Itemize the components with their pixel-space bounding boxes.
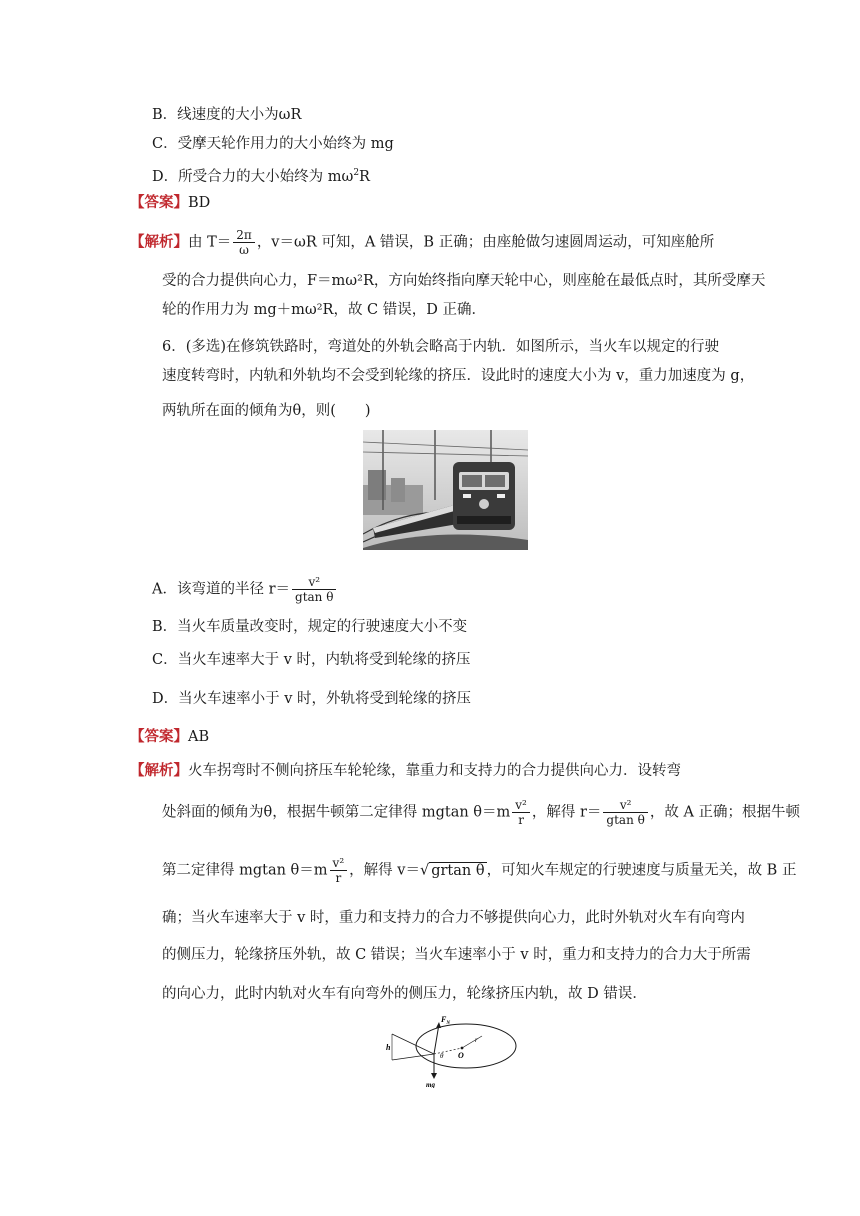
label-r: r xyxy=(475,1036,478,1044)
option-b-q5: B．线速度的大小为ωR xyxy=(152,107,302,123)
analysis-text: ，解得 r＝ xyxy=(531,804,602,821)
analysis-q6-line3: 第二定律得 mgtan θ＝m $\frac{\text{v²}}{r}$ ，解得 v＝√ grtan θ ，可知火车规定的行驶速度与质量无关，故 B 正 xyxy=(162,856,797,885)
gravity-arrowhead xyxy=(431,1073,437,1079)
option-d-q5-text: D．所受合力的大小始终为 mω xyxy=(152,168,354,185)
incline-line xyxy=(392,1034,434,1054)
train-photo xyxy=(363,430,528,550)
answer-q6 xyxy=(130,727,209,747)
option-d-q6: D．当火车速率小于 v 时，外轨将受到轮缘的挤压 xyxy=(152,691,472,707)
center-point xyxy=(461,1047,464,1050)
analysis-q5-line2: 受的合力提供向心力，F＝mω²R，方向始终指向摩天轮中心，则座舱在最低点时，其所受摩天 xyxy=(162,273,766,289)
analysis-text: 第二定律得 mgtan θ＝m xyxy=(162,862,328,879)
analysis-text: ，可知火车规定的行驶速度与质量无关，故 B 正 xyxy=(486,862,797,879)
fraction-numerator: v² xyxy=(330,856,348,871)
analysis-tag: 【解析】 xyxy=(130,233,188,251)
analysis-text: ，解得 v＝ xyxy=(349,862,420,879)
analysis-text: ，故 A 正确；根据牛顿 xyxy=(649,804,801,821)
option-b-q6: B．当火车质量改变时，规定的行驶速度大小不变 xyxy=(152,619,468,635)
analysis-q6-line1 xyxy=(130,761,681,781)
option-c-q6: C．当火车速率大于 v 时，内轨将受到轮缘的挤压 xyxy=(152,652,471,668)
label-fn: $F_N$ xyxy=(441,1015,450,1026)
analysis-q5-line3: 轮的作用力为 mg＋mω²R，故 C 错误，D 正确． xyxy=(162,302,486,318)
sqrt-expression: grtan θ xyxy=(431,862,485,879)
fraction xyxy=(292,575,336,604)
analysis-q6-line2 xyxy=(162,798,800,827)
option-a-q6 xyxy=(152,575,338,604)
analysis-text: 由 T＝ xyxy=(188,234,232,251)
analysis-q6-line6: 的向心力，此时内轨对火车有向弯外的侧压力，轮缘挤压内轨，故 D 错误． xyxy=(162,986,647,1002)
fraction-denominator: gtan θ xyxy=(606,813,645,827)
analysis-text: 火车拐弯时不侧向挤压车轮轮缘，靠重力和支持力的合力提供向心力．设转弯 xyxy=(188,763,681,779)
fraction xyxy=(330,856,348,885)
ground-line xyxy=(392,1054,434,1060)
fraction xyxy=(512,798,530,827)
fraction-denominator: r xyxy=(518,813,524,827)
answer-value: BD xyxy=(188,195,211,211)
fraction-denominator: r xyxy=(335,871,342,885)
fraction-numerator: 2π xyxy=(233,228,255,243)
answer-tag: 【答案】 xyxy=(130,728,188,745)
option-d-q5 xyxy=(152,163,370,187)
force-diagram xyxy=(378,1012,518,1088)
fraction-numerator: v² xyxy=(603,798,647,813)
answer-value: AB xyxy=(188,729,210,745)
analysis-text: ，v＝ωR 可知，A 错误，B 正确；由座舱做匀速圆周运动，可知座舱所 xyxy=(256,234,715,251)
answer-tag: 【答案】 xyxy=(130,194,188,211)
question6-line1: 6．(多选)在修筑铁路时，弯道处的外轨会略高于内轨．如图所示，当火车以规定的行驶 xyxy=(162,339,720,355)
analysis-text: 处斜面的倾角为θ，根据牛顿第二定律得 mgtan θ＝m xyxy=(162,804,511,821)
question6-line2: 速度转弯时，内轨和外轨均不会受到轮缘的挤压．设此时的速度大小为 v，重力加速度为 g， xyxy=(162,368,755,384)
fraction-denominator: gtan θ xyxy=(295,590,334,604)
fraction-numerator: v² xyxy=(512,798,530,813)
fraction xyxy=(603,798,647,827)
option-d-q5-tail: R xyxy=(359,168,370,185)
question6-line3: 两轨所在面的倾角为θ，则( ) xyxy=(162,403,371,419)
analysis-q6-line4: 确；当火车速率大于 v 时，重力和支持力的合力不够提供向心力，此时外轨对火车有向弯内 xyxy=(162,910,745,926)
analysis-tag: 【解析】 xyxy=(130,762,188,779)
radius-r-line xyxy=(462,1036,482,1048)
analysis-q6-line5: 的侧压力，轮缘挤压外轨，故 C 错误；当火车速率小于 v 时，重力和支持力的合力大于所需 xyxy=(162,947,751,963)
fraction xyxy=(233,228,255,257)
label-mg: mg xyxy=(426,1081,435,1088)
analysis-q5-line1 xyxy=(130,228,714,257)
fraction-denominator: ω xyxy=(239,243,249,257)
fraction-numerator: v² xyxy=(292,575,336,590)
option-c-q5: C．受摩天轮作用力的大小始终为 mg xyxy=(152,136,394,152)
label-h: h xyxy=(386,1043,391,1052)
label-o: O xyxy=(458,1051,464,1060)
answer-q5 xyxy=(130,193,210,213)
option-d-q5-sup: 2 xyxy=(353,168,360,178)
label-theta: θ xyxy=(440,1052,444,1060)
option-a-q6-text: A．该弯道的半径 r＝ xyxy=(152,581,291,598)
